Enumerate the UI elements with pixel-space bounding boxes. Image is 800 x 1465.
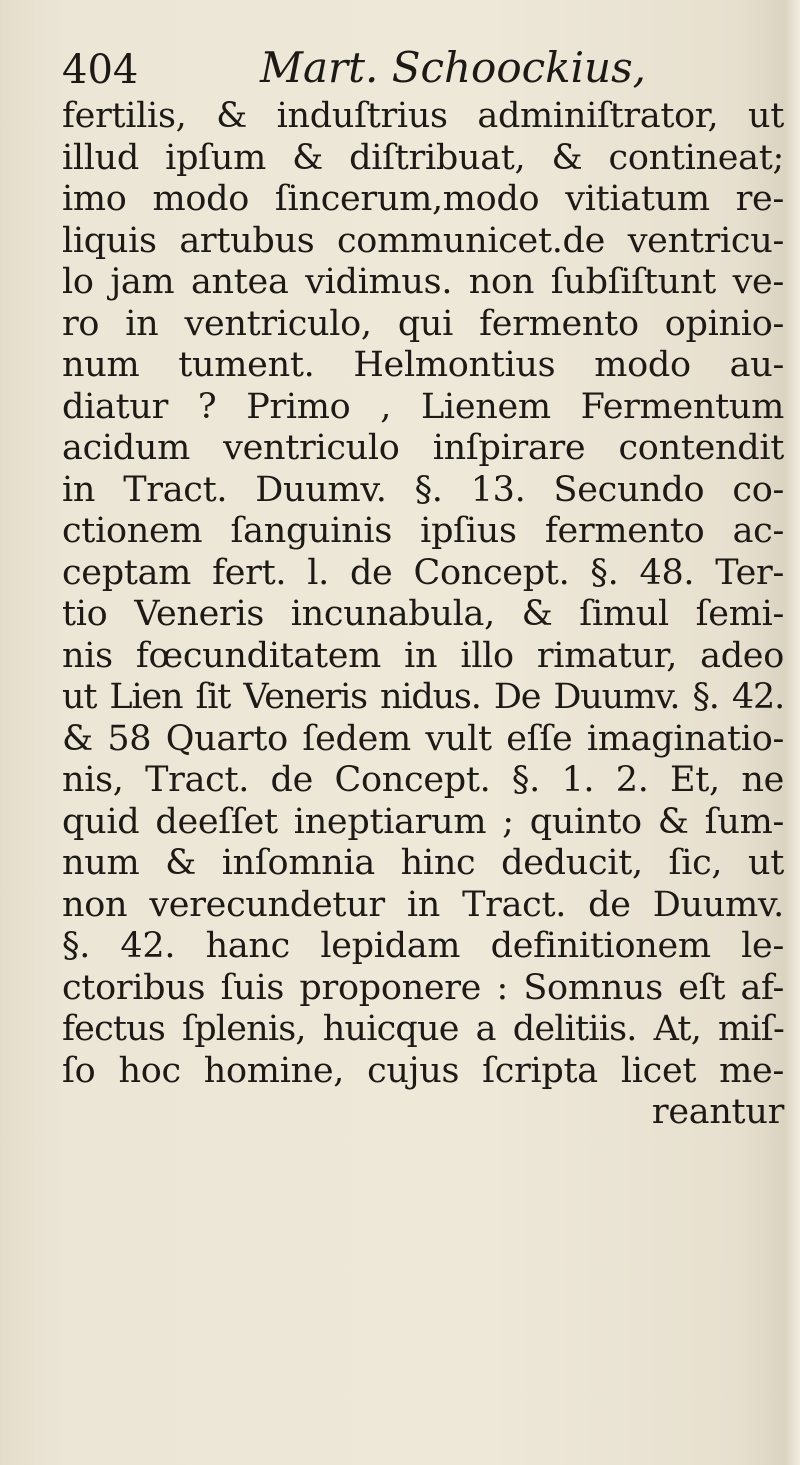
running-head: Mart. Schoockius, [260, 43, 646, 92]
text-line: diatur ? Primo , Lienem Fermentum [62, 386, 784, 427]
text-line: in Tract. Duumv. §. 13. Secundo co- [62, 469, 784, 510]
catchword-line: reantur [651, 1092, 784, 1132]
text-line: ro in ventriculo, qui fermento opinio- [62, 303, 784, 344]
text-line: §. 42. hanc lepidam definitionem le- [62, 926, 784, 966]
body-text [62, 96, 784, 1134]
text-line: imo modo ſincerum,modo vitiatum re- [62, 179, 784, 219]
text-line: lo jam antea vidimus. non ſubſiſtunt ve- [62, 262, 784, 302]
text-line: illud ipſum & diſtribuat, & contineat; [62, 137, 784, 178]
text-line: nis, Tract. de Concept. §. 1. 2. Et, ne [62, 760, 784, 800]
text-line: liquis artubus communicet.de ventricu- [62, 220, 784, 261]
text-line: ceptam fert. l. de Concept. §. 48. Ter- [62, 552, 784, 593]
text-line: nis fœcunditatem in illo rimatur, adeo [62, 635, 784, 676]
text-line: tio Veneris incunabula, & ſimul ſemi- [62, 594, 784, 634]
page-header [62, 38, 762, 102]
text-line: fectus ſplenis, huicque a delitiis. At, miſ- [62, 1009, 784, 1049]
text-line: ctionem ſanguinis ipſius fermento ac- [62, 511, 784, 551]
text-line: & 58 Quarto ſedem vult eſſe imaginatio- [62, 718, 784, 759]
page-edge [786, 0, 800, 1465]
text-line: fertilis, & induſtrius adminiſtrator, ut [62, 96, 784, 136]
text-line: non verecundetur in Tract. de Duumv. [62, 884, 784, 925]
text-line: ſo hoc homine, cujus ſcripta licet me- [62, 1050, 784, 1091]
text-line: quid deeſſet ineptiarum ; quinto & ſum- [62, 801, 784, 842]
text-line: ctoribus ſuis proponere : Somnus eſt af- [62, 967, 784, 1008]
text-line: num & inſomnia hinc deducit, ſic, ut [62, 843, 784, 883]
text-line: num tument. Helmontius modo au- [62, 345, 784, 385]
page-number: 404 [62, 47, 139, 93]
text-line: ut Lien ſit Veneris nidus. De Duumv. §. 42. [62, 677, 784, 717]
text-line: acidum ventriculo inſpirare contendit [62, 428, 784, 468]
